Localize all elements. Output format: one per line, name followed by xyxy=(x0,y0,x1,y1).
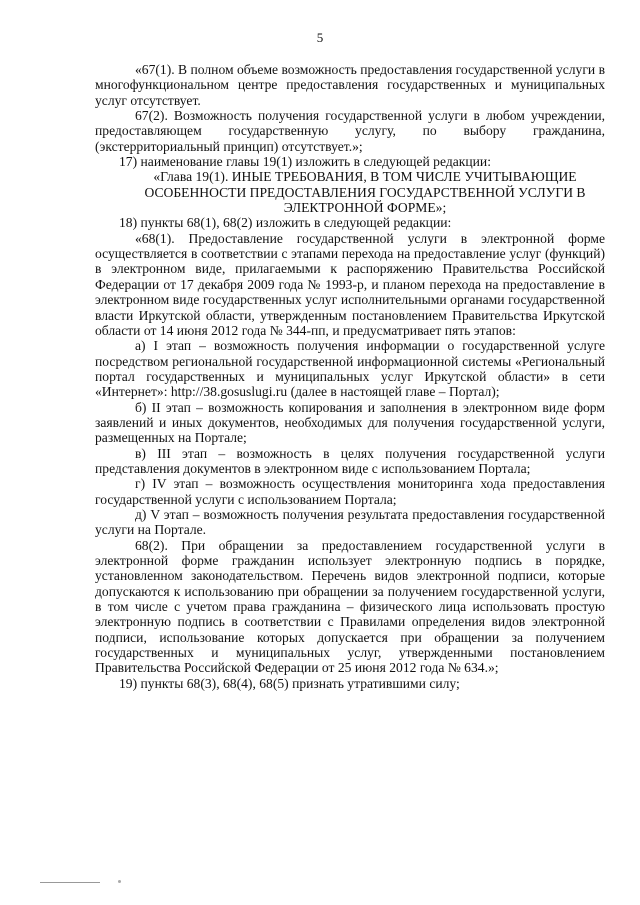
chapter-title: «Глава 19(1). ИНЫЕ ТРЕБОВАНИЯ, В ТОМ ЧИСЛЕ УЧИТЫВАЮЩИЕ ОСОБЕННОСТИ ПРЕДОСТАВЛЕНИЯ ГОСУДАРСТВЕННОЙ УСЛУГИ В ЭЛЕКТРОННОЙ ФОРМЕ»; xyxy=(144,169,586,216)
list-item-17: 17) наименование главы 19(1) изложить в следующей редакции: xyxy=(119,154,491,170)
paragraph-68-1: «68(1). Предоставление государственной услуги в электронной форме осуществляется в соответствии с этапами перехода на предоставление услуг (функций) в электронном виде, прилагаемыми к распоряжению Правительства Российской Федерации от 17 декабря 2009 года № 1993-р, и планом перехода на предоставление в электронном виде государственных услуг исполнительными органами государственной власти Иркутской области, утвержденным постановлением Правительства Иркутской области от 14 июня 2012 года № 344-пп, и предусматривает пять этапов: xyxy=(95,230,605,338)
stage-d: г) IV этап – возможность осуществления мониторинга хода предоставления государственной услуги с использованием Портала; xyxy=(95,476,605,507)
footer-dot xyxy=(118,880,121,883)
list-item-18: 18) пункты 68(1), 68(2) изложить в следующей редакции: xyxy=(119,215,452,231)
paragraph-67-2: 67(2). Возможность получения государственной услуги в любом учреждении, предоставляющем государственную услугу, по выбору гражданина, (экстерриториальный принцип) отсутствует.»; xyxy=(95,108,605,154)
page-number: 5 xyxy=(316,30,324,45)
footer-rule xyxy=(40,882,100,883)
paragraph-67-1: «67(1). В полном объеме возможность предоставления государственной услуги в многофункциональном центре предоставления государственных и муниципальных услуг отсутствует. xyxy=(95,62,605,108)
stage-a: а) I этап – возможность получения информации о государственной услуге посредством региональной государственной информационной системы «Региональный портал государственных и муниципальных услуг Иркутской области» в сети «Интернет»: http://38.gosuslugi.ru (далее в настоящей главе – Портал); xyxy=(95,338,605,400)
stage-b: б) II этап – возможность копирования и заполнения в электронном виде форм заявлений и иных документов, необходимых для получения государственной услуги, размещенных на Портале; xyxy=(95,399,605,446)
list-item-19: 19) пункты 68(3), 68(4), 68(5) признать утратившими силу; xyxy=(119,675,460,691)
stage-c: в) III этап – возможность в целях получения государственной услуги представления документов в электронном виде с использованием Портала; xyxy=(95,445,605,476)
stage-e: д) V этап – возможность получения результата предоставления государственной услуги на Портале. xyxy=(95,506,605,538)
paragraph-68-2: 68(2). При обращении за предоставлением государственной услуги в электронной форме гражданин использует электронную подпись в порядке, установленном законодательством. Перечень видов электронной подписи, которые допускаются к использованию при обращении за получением государственной услуги, в том числе с учетом права гражданина – физического лица использовать простую электронную подпись в соответствии с Правилами определения видов электронной подписи, использование которых допускается при обращении за получением государственных и муниципальных услуг, утвержденными постановлением Правительства Российской Федерации от 25 июня 2012 года № 634.»; xyxy=(95,537,605,676)
document-body xyxy=(95,62,605,691)
